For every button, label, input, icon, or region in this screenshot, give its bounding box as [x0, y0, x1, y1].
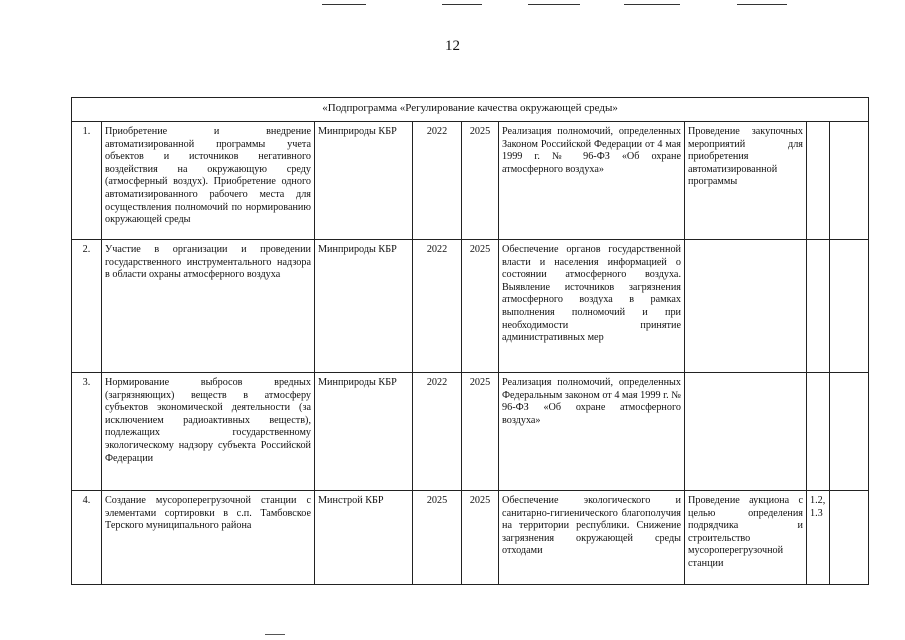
row-number: 2.: [72, 240, 102, 373]
measure-cell: Проведение закупочных мероприятий для приобретения автоматизированной программы: [685, 122, 807, 240]
top-scan-marks: [0, 0, 905, 12]
empty-cell: [830, 240, 869, 373]
empty-cell: [830, 491, 869, 585]
activity-cell: Создание мусороперегрузочной станции с элементами сортировки в с.п. Тамбовское Терского муниципального района: [102, 491, 315, 585]
executor-cell: Минстрой КБР: [315, 491, 413, 585]
link-cell: [807, 240, 830, 373]
empty-cell: [830, 373, 869, 491]
table-row: [72, 491, 869, 585]
activity-cell: Нормирование выбросов вредных (загрязняющих) веществ в атмосферу субъектов экономической деятельности (за исключением радиоактивных веществ), подлежащих государственному экологическому надзору субъекта Российской Федерации: [102, 373, 315, 491]
row-number: 1.: [72, 122, 102, 240]
activity-cell: Участие в организации и проведении государственного инструментального надзора в области охраны атмосферного воздуха: [102, 240, 315, 373]
result-cell: Обеспечение экологического и санитарно-гигиенического благополучия на территории республики. Снижение загрязнения окружающей среды отходами: [499, 491, 685, 585]
link-cell: [807, 373, 830, 491]
link-cell: [807, 122, 830, 240]
row-number: 4.: [72, 491, 102, 585]
start-year-cell: 2022: [413, 122, 462, 240]
activity-cell: Приобретение и внедрение автоматизированной программы учета объектов и источников негативного воздействия на окружающую среду (атмосферный воздух). Приобретение одного автоматизированного рабочего места для осуществления полномочий по нормированию окружающей среды: [102, 122, 315, 240]
measure-cell: [685, 373, 807, 491]
result-cell: Реализация полномочий, определенных Федеральным законом от 4 мая 1999 г. № 96-ФЗ «Об охране атмосферного воздуха»: [499, 373, 685, 491]
row-number: 3.: [72, 373, 102, 491]
end-year-cell: 2025: [462, 240, 499, 373]
start-year-cell: 2022: [413, 373, 462, 491]
end-year-cell: 2025: [462, 491, 499, 585]
executor-cell: Минприроды КБР: [315, 373, 413, 491]
page-number: 12: [445, 38, 460, 54]
end-year-cell: 2025: [462, 122, 499, 240]
empty-cell: [830, 122, 869, 240]
result-cell: Обеспечение органов государственной власти и населения информацией о состоянии атмосферного воздуха. Выявление источников загрязнения атмосферного воздуха в рамках выполнения полномочий и при необходимости принятие административных мер: [499, 240, 685, 373]
table-row: [72, 373, 869, 491]
bottom-scan-mark: [265, 634, 285, 635]
table-row: [72, 240, 869, 373]
start-year-cell: 2025: [413, 491, 462, 585]
measure-cell: [685, 240, 807, 373]
measure-cell: Проведение аукциона с целью определения подрядчика и строительство мусороперегрузочной станции: [685, 491, 807, 585]
end-year-cell: 2025: [462, 373, 499, 491]
table-row: [72, 122, 869, 240]
result-cell: Реализация полномочий, определенных Законом Российской Федерации от 4 мая 1999 г. № 96-ФЗ «Об охране атмосферного воздуха»: [499, 122, 685, 240]
subprogram-table: [71, 97, 869, 585]
link-cell: 1.2, 1.3: [807, 491, 830, 585]
executor-cell: Минприроды КБР: [315, 240, 413, 373]
start-year-cell: 2022: [413, 240, 462, 373]
subprogram-header: «Подпрограмма «Регулирование качества окружающей среды»: [72, 98, 869, 122]
executor-cell: Минприроды КБР: [315, 122, 413, 240]
